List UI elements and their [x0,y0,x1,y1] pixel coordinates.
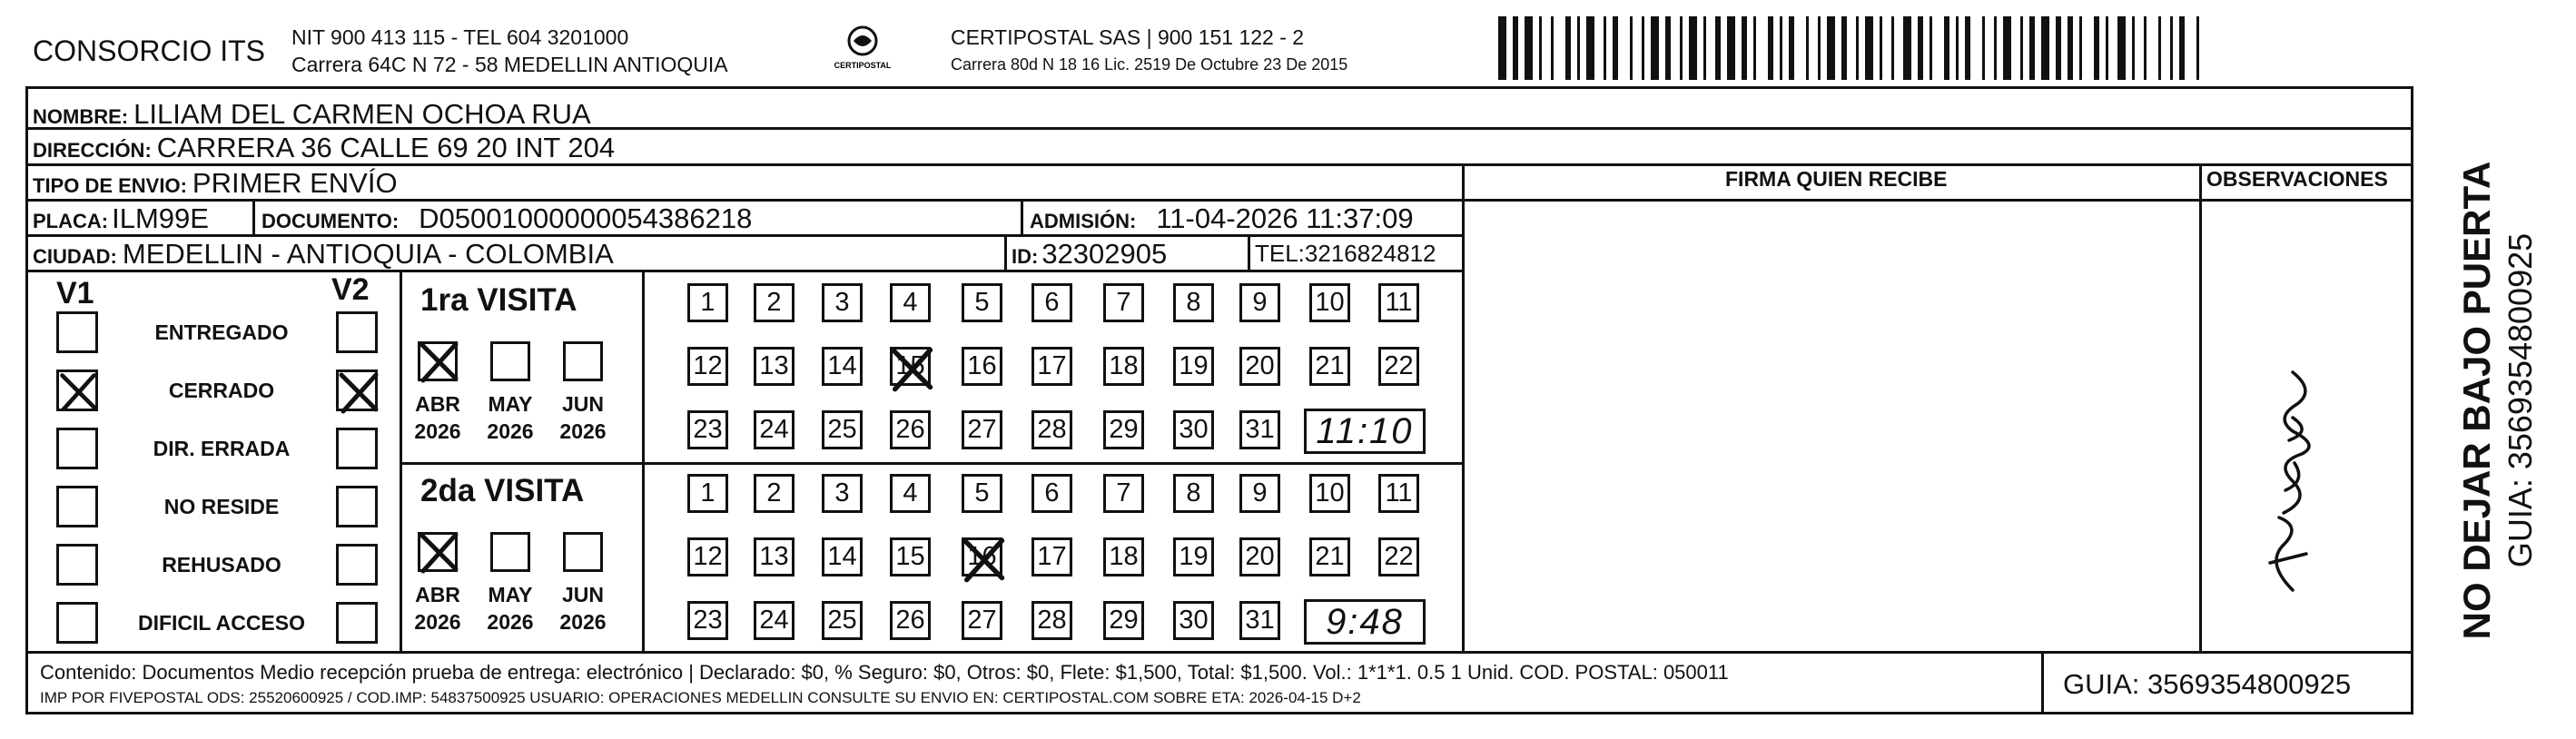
status-option-label: DIFICIL ACCESO [137,611,305,635]
barcode-bar [2003,16,2011,80]
day-box[interactable]: 3 [822,474,863,513]
day-box[interactable]: 28 [1031,601,1072,640]
barcode-bar [1715,16,1721,80]
barcode-bar [1880,16,1882,80]
day-box[interactable]: 25 [822,410,863,449]
barcode-bar [1827,16,1835,80]
barcode-bar [1539,16,1542,80]
day-box[interactable]: 25 [822,601,863,640]
day-box[interactable]: 22 [1378,347,1419,386]
month-checkbox[interactable] [418,532,458,572]
direccion-field [33,133,615,162]
v2-checkbox[interactable] [336,486,378,527]
placa-value: ILM99E [112,202,209,234]
status-option-label: DIR. ERRADA [153,437,291,460]
day-box[interactable]: 14 [822,537,863,576]
day-box[interactable]: 4 [890,474,931,513]
barcode-bar [1994,16,1997,80]
day-box[interactable]: 17 [1031,537,1072,576]
barcode-bar [2170,16,2173,80]
v2-header: V2 [331,272,370,307]
day-box[interactable]: 7 [1103,283,1144,322]
second-visit-title: 2da VISITA [420,473,585,508]
day-box[interactable]: 3 [822,283,863,322]
tel-label: TEL: [1255,240,1305,267]
company-name: CONSORCIO ITS [33,34,266,67]
barcode-bar [1604,16,1606,80]
barcode-bar [1768,16,1773,80]
status-option-label: NO RESIDE [163,495,280,518]
tipo-envio-value: PRIMER ENVÍO [192,167,398,199]
day-box[interactable]: 30 [1173,601,1214,640]
nombre-field [33,100,591,128]
tel-value: 3216824812 [1304,240,1436,267]
day-box[interactable]: 31 [1239,410,1280,449]
documento-label: DOCUMENTO: [262,210,400,232]
day-box[interactable]: 2 [754,283,795,322]
footer-guia: GUIA: 3569354800925 [2063,668,2352,700]
placa-field [33,204,209,232]
direccion-value: CARRERA 36 CALLE 69 20 INT 204 [156,132,616,163]
barcode-bar [1944,16,1949,80]
month-checkbox[interactable] [418,341,458,381]
month-label: ABR 2026 [414,392,461,443]
month-label: MAY 2026 [487,392,534,443]
day-box[interactable]: 19 [1173,537,1214,576]
v1-checkbox[interactable] [56,311,98,353]
day-box[interactable]: 4 [890,283,931,322]
barcode-bar [2196,16,2199,80]
v1-header: V1 [56,276,94,310]
month-label: JUN 2026 [559,583,607,634]
barcode-bar [2068,16,2073,80]
day-box[interactable]: 8 [1173,283,1214,322]
barcode-bar [1965,16,1970,80]
day-box[interactable]: 17 [1031,347,1072,386]
barcode-bar [1565,16,1571,80]
barcode-bar [1513,16,1518,80]
day-box[interactable]: 23 [687,601,728,640]
day-box[interactable]: 31 [1239,601,1280,640]
day-box[interactable]: 28 [1031,410,1072,449]
month-checkbox[interactable] [490,532,530,572]
barcode-bar [1806,16,1809,80]
barcode-bar [1841,16,1847,80]
day-box[interactable]: 23 [687,410,728,449]
id-value: 32302905 [1041,238,1168,270]
barcode-bar [1856,16,1859,80]
day-box[interactable]: 11 [1378,474,1419,513]
company-address: Carrera 64C N 72 - 58 MEDELLIN ANTIOQUIA [291,53,728,76]
day-box[interactable]: 14 [822,347,863,386]
v1-checkbox[interactable] [56,370,98,411]
admision-value: 11-04-2026 11:37:09 [1156,202,1414,234]
day-box[interactable]: 10 [1309,283,1350,322]
day-box[interactable]: 13 [754,537,795,576]
direccion-label: DIRECCIÓN: [33,139,152,162]
barcode-bar [1727,16,1735,80]
barcode-bar [1703,16,1706,80]
day-box[interactable]: 6 [1031,283,1072,322]
month-label: JUN 2026 [559,392,607,443]
day-box[interactable]: 8 [1173,474,1214,513]
tipo-envio-label: TIPO DE ENVIO: [33,174,187,197]
day-box[interactable]: 1 [687,283,728,322]
courier-name: CERTIPOSTAL SAS | 900 151 122 - 2 [951,25,1305,49]
barcode-bar [1903,16,1911,80]
visit-time: 9:48 [1304,599,1426,645]
barcode-bar [1780,16,1782,80]
day-box[interactable]: 24 [754,601,795,640]
placa-label: PLACA: [33,210,109,232]
barcode-bar [2144,16,2147,80]
status-option-label: ENTREGADO [154,320,289,344]
day-box[interactable]: 30 [1173,410,1214,449]
month-label: ABR 2026 [414,583,461,634]
barcode-bar [1891,16,1894,80]
day-box[interactable]: 19 [1173,347,1214,386]
day-box[interactable]: 9 [1239,474,1280,513]
day-box[interactable]: 20 [1239,347,1280,386]
nombre-label: NOMBRE: [33,105,129,128]
tel-field [1255,241,1436,265]
barcode-bar [1630,16,1633,80]
day-box[interactable]: 29 [1103,601,1144,640]
month-checkbox[interactable] [490,341,530,381]
day-box[interactable]: 10 [1309,474,1350,513]
barcode-bar [1956,16,1959,80]
v1-checkbox[interactable] [56,544,98,586]
barcode-bar [2106,16,2108,80]
barcode-bar [2117,16,2126,80]
barcode-bar [1665,16,1671,80]
v2-checkbox[interactable] [336,602,378,644]
barcode-bar [2132,16,2135,80]
ciudad-field [33,240,614,268]
barcode-bar [1930,16,1932,80]
company-nit: NIT 900 413 115 - TEL 604 3201000 [291,25,629,49]
barcode-bar [1818,16,1821,80]
day-box[interactable]: 2 [754,474,795,513]
day-box[interactable]: 26 [890,410,931,449]
barcode-bar [2079,16,2082,80]
courier-license: Carrera 80d N 18 16 Lic. 2519 De Octubre 23 De 2015 [951,55,1348,74]
admision-field [1030,204,1414,232]
status-option-label: REHUSADO [162,553,281,576]
barcode-bar [1742,16,1747,80]
side-panel [2420,86,2574,714]
barcode-bar [2056,16,2061,80]
v2-checkbox[interactable] [336,370,378,411]
svg-text:CERTIPOSTAL: CERTIPOSTAL [834,61,892,70]
barcode-bar [1789,16,1794,80]
day-box[interactable]: 15 [890,537,931,576]
month-checkbox[interactable] [563,532,603,572]
day-box[interactable]: 5 [962,474,1002,513]
barcode-bar [2020,16,2023,80]
month-checkbox[interactable] [563,341,603,381]
nombre-value: LILIAM DEL CARMEN OCHOA RUA [133,98,591,130]
day-box[interactable]: 1 [687,474,728,513]
barcode-bar [2041,16,2049,80]
v2-checkbox[interactable] [336,428,378,469]
day-box[interactable]: 24 [754,410,795,449]
v2-checkbox[interactable] [336,311,378,353]
no-dejar-warning: NO DEJAR BAJO PUERTA [2455,161,2498,640]
id-field [1012,240,1167,268]
barcode-bar [1689,16,1697,80]
day-box[interactable]: 13 [754,347,795,386]
barcode-bar [1498,16,1506,80]
day-box[interactable]: 5 [962,283,1002,322]
barcode-bar [1551,16,1554,80]
day-box[interactable]: 12 [687,537,728,576]
footer-print-info: IMP POR FIVEPOSTAL ODS: 25520600925 / COD.IMP: 54837500925 USUARIO: OPERACIONES MEDELLIN CONSULTE SU ENVIO EN: CERTIPOSTAL.COM SOBRE ETA: 2026-04-15 D+2 [40,689,1361,706]
day-box[interactable]: 9 [1239,283,1280,322]
v1-checkbox[interactable] [56,486,98,527]
first-visit-title: 1ra VISITA [420,282,577,318]
barcode-bar [1865,16,1873,80]
month-label: MAY 2026 [487,583,534,634]
day-box[interactable]: 16 [962,537,1002,576]
day-box[interactable]: 18 [1103,347,1144,386]
day-box[interactable]: 11 [1378,283,1419,322]
barcode-bar [1642,16,1644,80]
firma-header: FIRMA QUIEN RECIBE [1725,167,1948,191]
day-box[interactable]: 18 [1103,537,1144,576]
certipostal-logo [817,23,908,77]
tipo-envio-field [33,169,398,197]
day-box[interactable]: 21 [1309,347,1350,386]
id-label: ID: [1012,245,1039,268]
day-box[interactable]: 6 [1031,474,1072,513]
day-box[interactable]: 26 [890,601,931,640]
day-box[interactable]: 21 [1309,537,1350,576]
day-box[interactable]: 27 [962,601,1002,640]
barcode-bar [1577,16,1580,80]
ciudad-value: MEDELLIN - ANTIOQUIA - COLOMBIA [122,238,614,270]
ciudad-label: CIUDAD: [33,245,117,268]
day-box[interactable]: 15 [890,347,931,386]
barcode [1498,16,2488,80]
day-box[interactable]: 29 [1103,410,1144,449]
barcode-bar [1753,16,1756,80]
day-box[interactable]: 27 [962,410,1002,449]
day-box[interactable]: 16 [962,347,1002,386]
barcode-bar [1651,16,1659,80]
documento-value: D05001000000054386218 [419,202,753,234]
barcode-bar [2029,16,2035,80]
recipient-signature [2229,345,2338,599]
barcode-bar [1613,16,1618,80]
v1-checkbox[interactable] [56,602,98,644]
day-box[interactable]: 7 [1103,474,1144,513]
observaciones-header: OBSERVACIONES [2206,167,2388,191]
day-box[interactable]: 22 [1378,537,1419,576]
documento-field [262,204,752,232]
admision-label: ADMISIÓN: [1030,210,1137,232]
barcode-bar [2094,16,2099,80]
day-box[interactable]: 20 [1239,537,1280,576]
barcode-bar [1586,16,1594,80]
day-box[interactable]: 12 [687,347,728,386]
visit-time: 11:10 [1304,409,1426,454]
barcode-bar [1525,16,1533,80]
side-guia: GUIA: 3569354800925 [2502,232,2539,568]
v1-checkbox[interactable] [56,428,98,469]
v2-checkbox[interactable] [336,544,378,586]
barcode-bar [2158,16,2161,80]
barcode-bar [2179,16,2185,80]
barcode-bar [1918,16,1923,80]
footer-contents: Contenido: Documentos Medio recepción prueba de entrega: electrónico | Declarado: $0, % Seguro: $0, Otros: $0, Flete: $1,500, Total: $1,500. Vol.: 1*1*1. 0.5 1 Unid. COD. POSTAL: 050011 [40,661,1729,684]
status-option-label: CERRADO [168,379,275,402]
barcode-bar [1680,16,1683,80]
barcode-bar [1982,16,1985,80]
